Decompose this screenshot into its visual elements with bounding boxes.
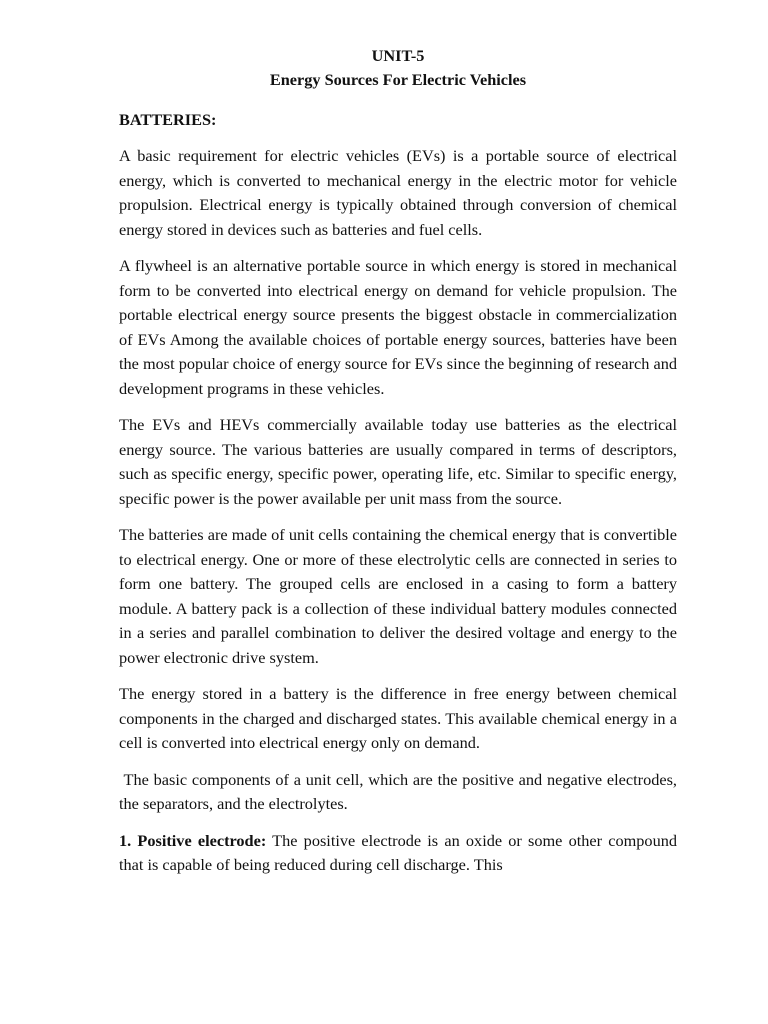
paragraph-evs-hevs: The EVs and HEVs commercially available today use batteries as the electrical energy source. The various batteries are usually compared in terms of descriptors, such as specific energy, specific power, operating life, etc. Similar to specific energy, specific power is the power available per unit mass from the source.	[119, 415, 677, 508]
paragraph-stored-energy: The energy stored in a battery is the difference in free energy between chemical components in the charged and discharged states. This available chemical energy in a cell is converted into electrical energy only on demand.	[119, 684, 677, 752]
document-page	[119, 44, 677, 878]
paragraph-positive-electrode	[119, 829, 677, 878]
section-heading: BATTERIES:	[119, 110, 217, 129]
paragraph-flywheel: A flywheel is an alternative portable source in which energy is stored in mechanical form to be converted into electrical energy on demand for vehicle propulsion. The portable electrical energy source presents the biggest obstacle in commercialization of EVs Among the available choices of portable energy sources, batteries have been the most popular choice of energy source for EVs since the beginning of research and development programs in these vehicles.	[119, 256, 677, 398]
term-positive-electrode: 1. Positive electrode:	[119, 830, 267, 850]
document-title: Energy Sources For Electric Vehicles	[269, 70, 527, 89]
paragraph-basic-components	[119, 768, 677, 817]
unit-label: UNIT-5	[371, 46, 425, 65]
paragraph-ev-energy-source: A basic requirement for electric vehicles (EVs) is a portable source of electrical energy, which is converted to mechanical energy in the electric motor for vehicle propulsion. Electrical energy is typically obtained through conversion of chemical energy stored in devices such as batteries and fuel cells.	[119, 146, 677, 239]
definition-positive-electrode: The positive electrode is an oxide or some other compound that is capable of being reduced during cell discharge. This	[119, 830, 677, 874]
paragraph-basic-components-text: The basic components of a unit cell, which are the positive and negative electrodes, the separators, and the electrolytes.	[119, 769, 677, 813]
paragraph-unit-cells: The batteries are made of unit cells containing the chemical energy that is convertible to electrical energy. One or more of these electrolytic cells are connected in series to form one battery. The grouped cells are enclosed in a casing to form a battery module. A battery pack is a collection of these individual battery modules connected in a series and parallel combination to deliver the desired voltage and energy to the power electronic drive system.	[119, 525, 677, 667]
